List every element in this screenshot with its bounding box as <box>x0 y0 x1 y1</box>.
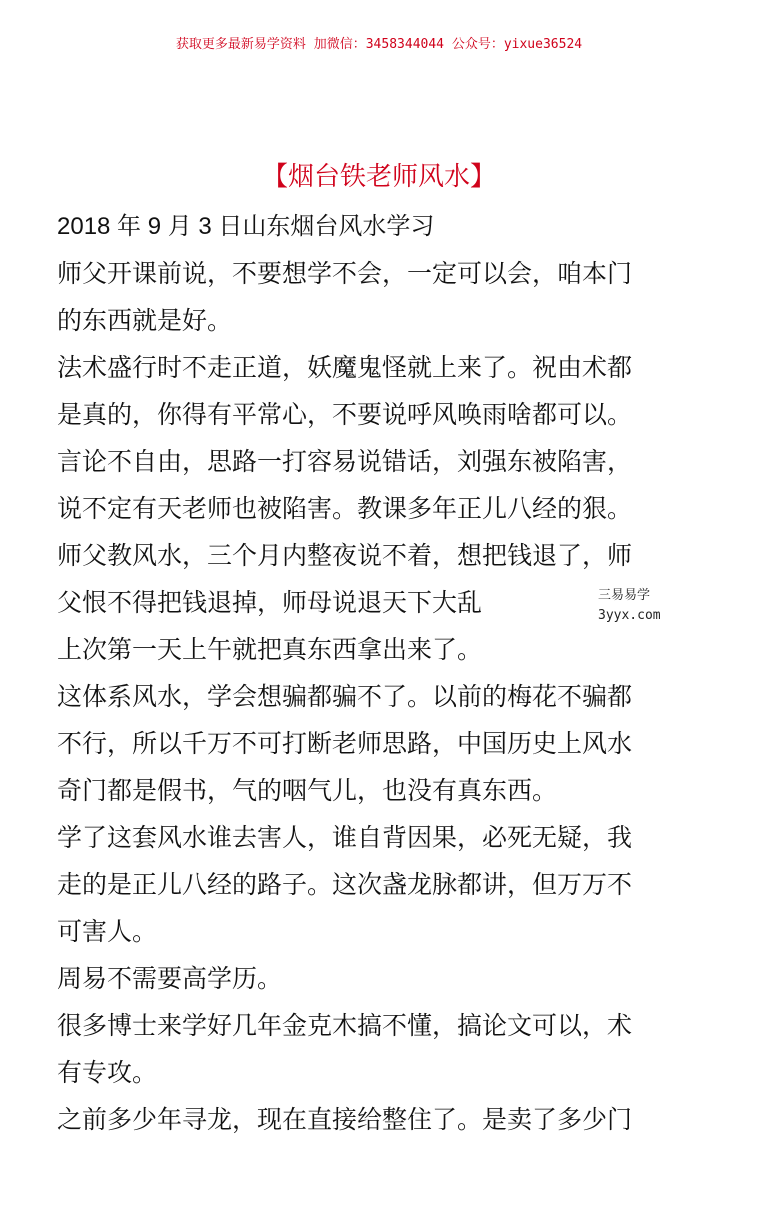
body-line: 是真的，你得有平常心，不要说呼风唤雨啥都可以。 <box>57 400 633 429</box>
watermark-name: 三易易学 <box>598 588 651 603</box>
body-line: 之前多少年寻龙，现在直接给整住了。是卖了多少门 <box>57 1105 633 1134</box>
body-line: 师父教风水，三个月内整夜说不着，想把钱退了，师 <box>57 541 633 570</box>
body-line: 学了这套风水谁去害人，谁自背因果，必死无疑，我 <box>57 823 633 852</box>
header-banner: 获取更多最新易学资料 加微信：3458344044 公众号：yixue36524 <box>175 37 583 52</box>
body-line: 父恨不得把钱退掉，师母说退天下大乱 <box>57 588 483 617</box>
body-line: 法术盛行时不走正道，妖魔鬼怪就上来了。祝由术都 <box>57 353 633 382</box>
body-line: 走的是正儿八经的路子。这次盏龙脉都讲，但万万不 <box>57 870 633 899</box>
body-line: 可害人。 <box>57 917 158 946</box>
body-line: 这体系风水，学会想骗都骗不了。以前的梅花不骗都 <box>57 682 633 711</box>
date-line: 2018 年 9 月 3 日山东烟台风水学习 <box>57 213 435 240</box>
body-line: 很多博士来学好几年金克木搞不懂，搞论文可以，术 <box>57 1011 633 1040</box>
watermark-site: 3yyx.com <box>598 608 661 623</box>
body-line: 师父开课前说，不要想学不会，一定可以会，咱本门 <box>57 259 633 288</box>
body-line: 的东西就是好。 <box>57 306 233 335</box>
document-body <box>57 203 689 1143</box>
body-line: 周易不需要高学历。 <box>57 964 283 993</box>
body-line: 有专攻。 <box>57 1058 158 1087</box>
body-line: 言论不自由，思路一打容易说错话，刘强东被陷害， <box>57 447 633 476</box>
document-title: 【烟台铁老师风水】 <box>261 162 496 192</box>
body-line: 不行，所以千万不可打断老师思路，中国历史上风水 <box>57 729 633 758</box>
body-line: 上次第一天上午就把真东西拿出来了。 <box>57 635 483 664</box>
watermark <box>570 582 688 628</box>
body-line: 奇门都是假书，气的咽气儿，也没有真东西。 <box>57 776 558 805</box>
body-line: 说不定有天老师也被陷害。教课多年正儿八经的狠。 <box>57 494 633 523</box>
